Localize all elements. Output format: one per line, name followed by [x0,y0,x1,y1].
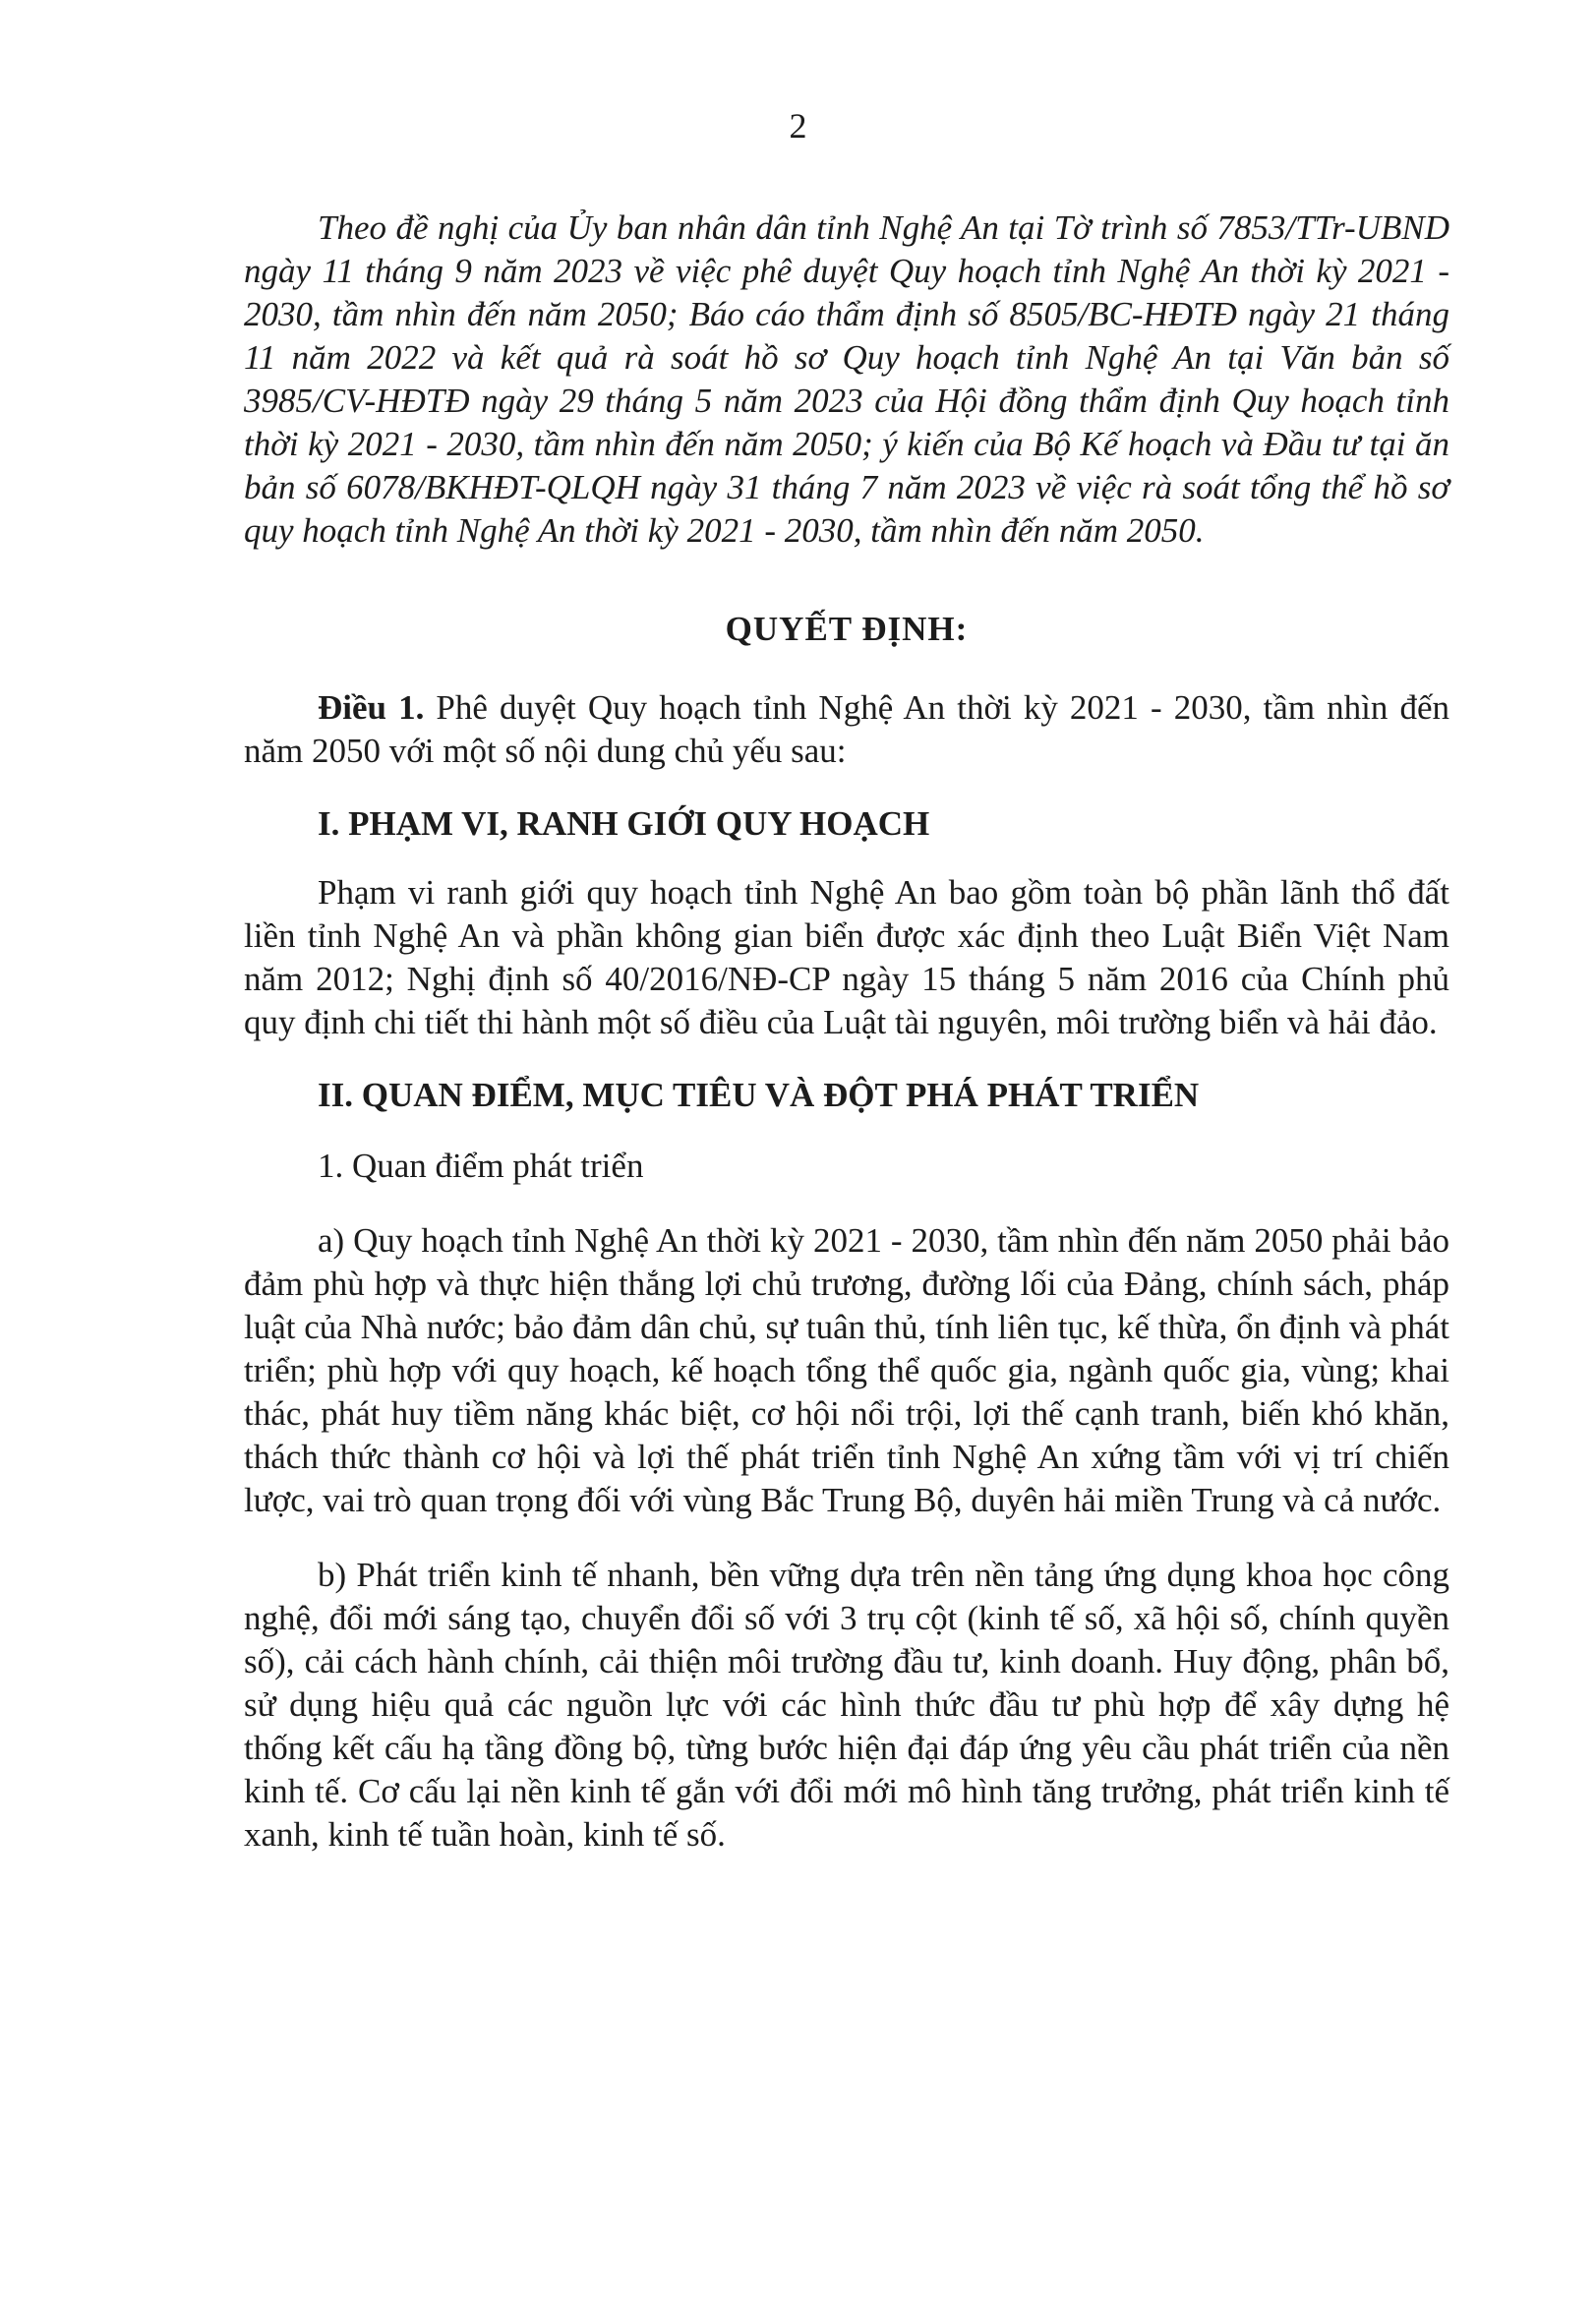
point-a-paragraph: a) Quy hoạch tỉnh Nghệ An thời kỳ 2021 - 2030, tầm nhìn đến năm 2050 phải bảo đảm phù hợp và thực hiện thắng lợi chủ trương, đường lối của Đảng, chính sách, pháp luật của Nhà nước; bảo đảm dân chủ, sự tuân thủ, tính liên tục, kế thừa, ổn định và phát triển; phù hợp với quy hoạch, kế hoạch tổng thể quốc gia, ngành quốc gia, vùng; khai thác, phát huy tiềm năng khác biệt, cơ hội nổi trội, lợi thế cạnh tranh, biến khó khăn, thách thức thành cơ hội và lợi thế phát triển tỉnh Nghệ An xứng tầm với vị trí chiến lược, vai trò quan trọng đối với vùng Bắc Trung Bộ, duyên hải miền Trung và cả nước. [244,1221,1449,1519]
intro-paragraph: Theo đề nghị của Ủy ban nhân dân tỉnh Nghệ An tại Tờ trình số 7853/TTr-UBND ngày 11 tháng 9 năm 2023 về việc phê duyệt Quy hoạch tỉnh Nghệ An thời kỳ 2021 - 2030, tầm nhìn đến năm 2050; Báo cáo thẩm định số 8505/BC-HĐTĐ ngày 21 tháng 11 năm 2022 và kết quả rà soát hồ sơ Quy hoạch tỉnh Nghệ An tại Văn bản số 3985/CV-HĐTĐ ngày 29 tháng 5 năm 2023 của Hội đồng thẩm định Quy hoạch tỉnh thời kỳ 2021 - 2030, tầm nhìn đến năm 2050; ý kiến của Bộ Kế hoạch và Đầu tư tại ăn bản số 6078/BKHĐT-QLQH ngày 31 tháng 7 năm 2023 về việc rà soát tổng thể hồ sơ quy hoạch tỉnh Nghệ An thời kỳ 2021 - 2030, tầm nhìn đến năm 2050. [244,208,1449,550]
article-1-text: Phê duyệt Quy hoạch tỉnh Nghệ An thời kỳ 2021 - 2030, tầm nhìn đến năm 2050 với một số nội dung chủ yếu sau: [244,688,1450,770]
article-1-label: Điều 1. [318,688,425,727]
document-body [244,206,1449,1857]
section-2-subheading: 1. Quan điểm phát triển [318,1147,644,1185]
article-1-paragraph [244,686,1449,773]
decision-heading: QUYẾT ĐỊNH: [725,610,969,648]
section-1-paragraph: Phạm vi ranh giới quy hoạch tỉnh Nghệ An bao gồm toàn bộ phần lãnh thổ đất liền tỉnh Nghệ An và phần không gian biển được xác định theo Luật Biển Việt Nam năm 2012; Nghị định số 40/2016/NĐ-CP ngày 15 tháng 5 năm 2016 của Chính phủ quy định chi tiết thi hành một số điều của Luật tài nguyên, môi trường biển và hải đảo. [244,873,1449,1041]
section-1-heading: I. PHẠM VI, RANH GIỚI QUY HOẠCH [318,804,930,843]
point-b-paragraph: b) Phát triển kinh tế nhanh, bền vững dựa trên nền tảng ứng dụng khoa học công nghệ, đổi mới sáng tạo, chuyển đổi số với 3 trụ cột (kinh tế số, xã hội số, chính quyền số), cải cách hành chính, cải thiện môi trường đầu tư, kinh doanh. Huy động, phân bổ, sử dụng hiệu quả các nguồn lực với các hình thức đầu tư phù hợp để xây dựng hệ thống kết cấu hạ tầng đồng bộ, từng bước hiện đại đáp ứng yêu cầu phát triển của nền kinh tế. Cơ cấu lại nền kinh tế gắn với đổi mới mô hình tăng trưởng, phát triển kinh tế xanh, kinh tế tuần hoàn, kinh tế số. [244,1556,1449,1854]
section-2-heading: II. QUAN ĐIỂM, MỤC TIÊU VÀ ĐỘT PHÁ PHÁT TRIỂN [318,1076,1200,1114]
page-number: 2 [789,106,807,146]
